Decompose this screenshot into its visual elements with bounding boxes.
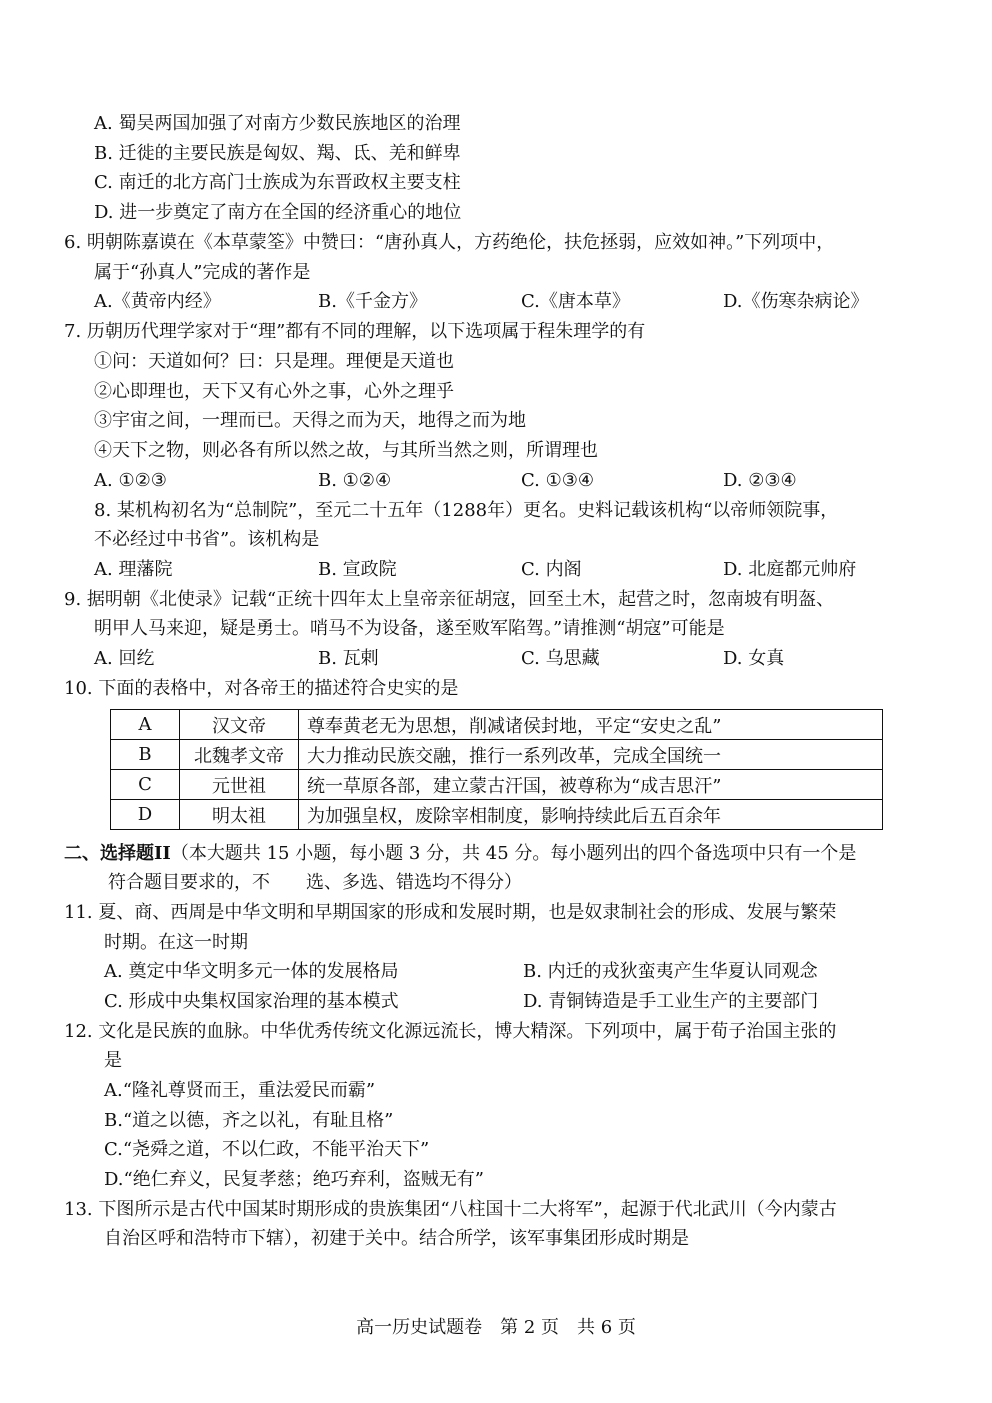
q6-option-c: C.《唐本草》 (521, 291, 630, 312)
q6-option-d: D.《伤寒杂病论》 (723, 291, 869, 312)
row-letter: C (111, 770, 180, 800)
q7-option-a: A. ①②③ (94, 470, 167, 491)
q7-item-2: ②心即理也，天下又有心外之事，心外之理乎 (94, 381, 454, 402)
q12-option-d: D.“绝仁弃义，民复孝慈；绝巧弃利，盗贼无有” (104, 1169, 484, 1190)
q5-option-a: A. 蜀吴两国加强了对南方少数民族地区的治理 (94, 113, 461, 134)
row-description: 大力推动民族交融，推行一系列改革，完成全国统一 (299, 740, 883, 770)
q7-option-b: B. ①②④ (318, 470, 392, 491)
q11-stem-line1: 11. 夏、商、西周是中华文明和早期国家的形成和发展时期，也是奴隶制社会的形成、发展与繁荣 (64, 902, 837, 923)
q12-option-b: B.“道之以德，齐之以礼，有耻且格” (104, 1110, 394, 1131)
row-emperor: 北魏孝文帝 (180, 740, 299, 770)
section-2-instructions: （本大题共 15 小题，每小题 3 分，共 45 分。每小题列出的四个备选项中只有一个是 (170, 843, 857, 864)
q11-option-a: A. 奠定中华文明多元一体的发展格局 (104, 961, 399, 982)
q9-option-d: D. 女真 (723, 648, 785, 669)
q8-option-a: A. 理藩院 (94, 559, 173, 580)
row-letter: D (111, 800, 180, 830)
table-row (111, 800, 883, 830)
q7-item-4: ④天下之物，则必各有所以然之故，与其所当然之则，所谓理也 (94, 440, 598, 461)
q9-option-c: C. 乌思藏 (521, 648, 600, 669)
table-row (111, 770, 883, 800)
q13-stem-line2: 自治区呼和浩特市下辖），初建于关中。结合所学，该军事集团形成时期是 (104, 1228, 689, 1249)
row-description: 统一草原各部，建立蒙古汗国，被尊称为“成吉思汗” (299, 770, 883, 800)
q7-item-3: ③宇宙之间，一理而已。天得之而为天，地得之而为地 (94, 410, 526, 431)
q7-option-d: D. ②③④ (723, 470, 797, 491)
table-row (111, 740, 883, 770)
q12-stem-line1: 12. 文化是民族的血脉。中华优秀传统文化源远流长，博大精深。下列项中，属于荀子治国主张的 (64, 1021, 837, 1042)
row-letter: B (111, 740, 180, 770)
q11-option-d: D. 青铜铸造是手工业生产的主要部门 (523, 991, 819, 1012)
q9-stem-line1: 9. 据明朝《北使录》记载“正统十四年太上皇帝亲征胡寇，回至土木，起营之时，忽南坡有明盔、 (64, 589, 835, 610)
section-2-heading (64, 842, 856, 866)
q11-stem-line2: 时期。在这一时期 (104, 932, 248, 953)
q5-option-d: D. 进一步奠定了南方在全国的经济重心的地位 (94, 202, 462, 223)
q6-stem-line2: 属于“孙真人”完成的著作是 (94, 262, 311, 283)
q6-option-a: A.《黄帝内经》 (94, 291, 221, 312)
page-footer: 高一历史试题卷 第 2 页 共 6 页 (356, 1317, 636, 1338)
row-emperor: 汉文帝 (180, 710, 299, 740)
q7-item-1: ①问：天道如何？曰：只是理。理便是天道也 (94, 351, 454, 372)
q5-option-c: C. 南迁的北方高门士族成为东晋政权主要支柱 (94, 172, 461, 193)
q8-option-d: D. 北庭都元帅府 (723, 559, 857, 580)
q5-option-b: B. 迁徙的主要民族是匈奴、羯、氐、羌和鲜卑 (94, 143, 461, 164)
table-row (111, 710, 883, 740)
q12-stem-line2: 是 (104, 1050, 122, 1071)
q8-option-c: C. 内阁 (521, 559, 582, 580)
q8-option-b: B. 宣政院 (318, 559, 397, 580)
section-2-instructions-line2: 符合题目要求的，不 选、多选、错选均不得分） (108, 872, 522, 893)
row-letter: A (111, 710, 180, 740)
q7-option-c: C. ①③④ (521, 470, 594, 491)
q8-stem-line1: 8. 某机构初名为“总制院”，至元二十五年（1288年）更名。史料记载该机构“以帝师领院事， (94, 500, 839, 521)
q6-option-b: B.《千金方》 (318, 291, 427, 312)
q8-stem-line2: 不必经过中书省”。该机构是 (94, 529, 320, 550)
row-emperor: 元世祖 (180, 770, 299, 800)
q9-option-b: B. 瓦剌 (318, 648, 379, 669)
q6-stem-line1: 6. 明朝陈嘉谟在《本草蒙筌》中赞曰：“唐孙真人，方药绝伦，扶危拯弱，应效如神。”下列项中， (64, 232, 835, 253)
row-emperor: 明太祖 (180, 800, 299, 830)
q7-stem: 7. 历朝历代理学家对于“理”都有不同的理解，以下选项属于程朱理学的有 (64, 321, 646, 342)
q9-stem-line2: 明甲人马来迎，疑是勇士。哨马不为设备，遂至败军陷驾。”请推测“胡寇”可能是 (94, 618, 725, 639)
section-2-title: 二、选择题II (64, 843, 171, 864)
emperor-table (110, 709, 883, 830)
q11-option-c: C. 形成中央集权国家治理的基本模式 (104, 991, 399, 1012)
q13-stem-line1: 13. 下图所示是古代中国某时期形成的贵族集团“八柱国十二大将军”，起源于代北武川（今内蒙古 (64, 1199, 837, 1220)
row-description: 尊奉黄老无为思想，削减诸侯封地，平定“安史之乱” (299, 710, 883, 740)
q12-option-c: C.“尧舜之道，不以仁政，不能平治天下” (104, 1139, 430, 1160)
q9-option-a: A. 回纥 (94, 648, 155, 669)
q10-stem: 10. 下面的表格中，对各帝王的描述符合史实的是 (64, 678, 459, 699)
q12-option-a: A.“隆礼尊贤而王，重法爱民而霸” (104, 1080, 376, 1101)
row-description: 为加强皇权，废除宰相制度，影响持续此后五百余年 (299, 800, 883, 830)
q11-option-b: B. 内迁的戎狄蛮夷产生华夏认同观念 (523, 961, 818, 982)
